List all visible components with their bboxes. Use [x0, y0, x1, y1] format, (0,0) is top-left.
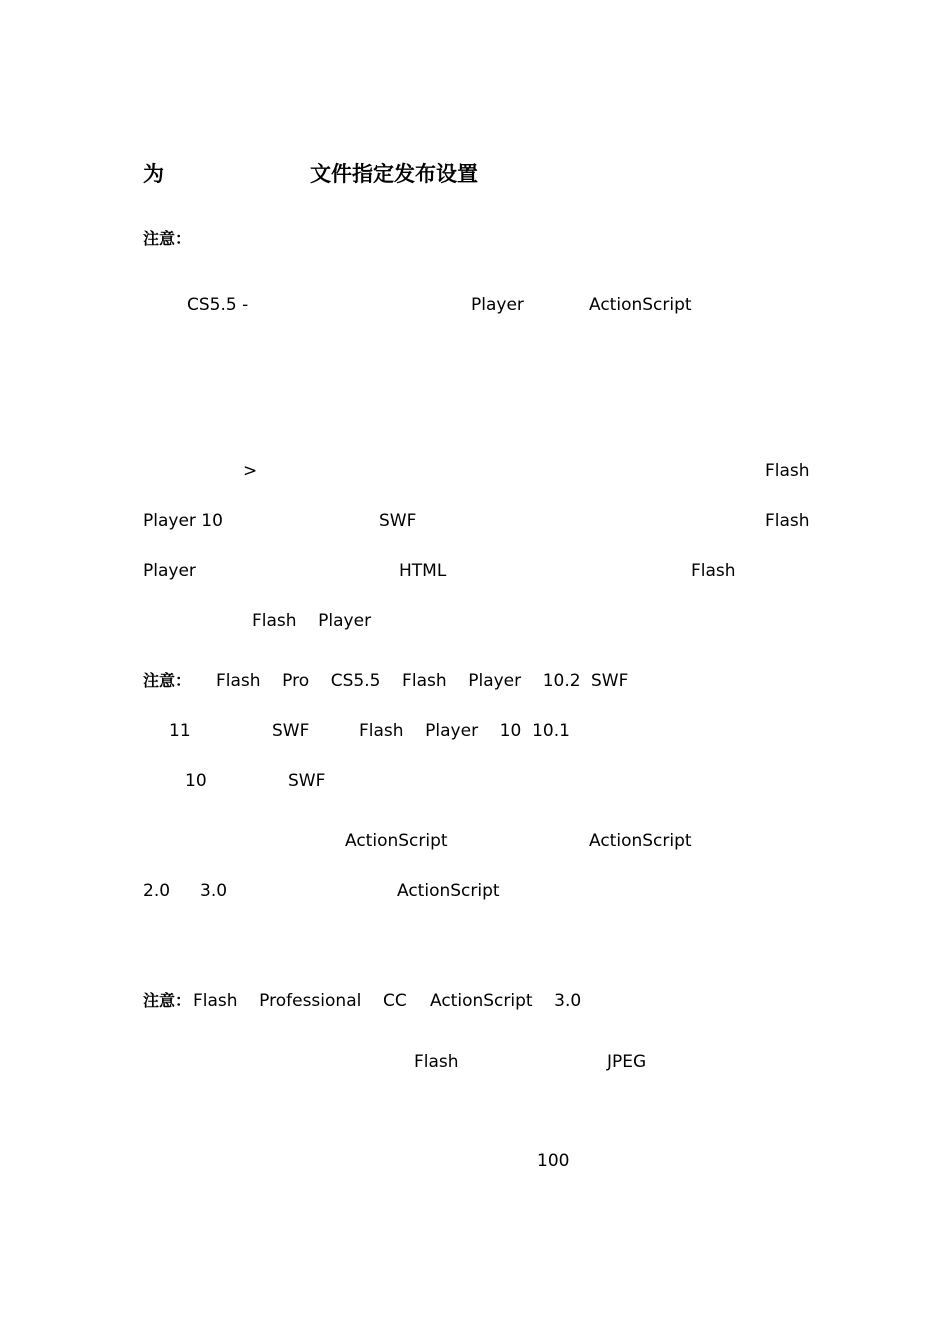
- text-fragment: CS5.5 -: [187, 295, 249, 315]
- text-fragment: Flash Pro CS5.5 Flash Player 10.2: [216, 671, 581, 691]
- text-fragment: Player: [143, 561, 196, 581]
- text-fragment: 10: [185, 771, 207, 791]
- text-fragment: JPEG: [607, 1052, 647, 1072]
- text-fragment: ActionScript: [589, 831, 692, 851]
- text-fragment: SWF: [379, 511, 417, 531]
- text-fragment: Flash: [765, 511, 810, 531]
- note-label: 注意：: [143, 671, 192, 690]
- text-fragment: ActionScript: [589, 295, 692, 315]
- heading-title: 文件指定发布设置: [310, 162, 478, 186]
- text-fragment: SWF: [288, 771, 326, 791]
- page-number: 100: [537, 1151, 570, 1171]
- text-fragment: ActionScript: [397, 881, 500, 901]
- text-fragment: SWF: [272, 721, 310, 741]
- text-fragment: Player: [471, 295, 524, 315]
- text-fragment: Flash: [691, 561, 736, 581]
- text-fragment: Flash Professional CC: [193, 991, 407, 1011]
- text-fragment: HTML: [399, 561, 447, 581]
- text-fragment: Flash Player 10 10.1: [359, 721, 570, 741]
- text-fragment: Player 10: [143, 511, 223, 531]
- text-fragment: 11: [169, 721, 191, 741]
- text-fragment: Flash: [414, 1052, 459, 1072]
- text-fragment: Flash Player: [252, 611, 372, 631]
- heading-part-1: 为: [143, 162, 164, 186]
- text-fragment: 3.0: [200, 881, 228, 901]
- text-fragment: SWF: [591, 671, 629, 691]
- note-label: 注意：: [143, 991, 192, 1010]
- text-fragment: Flash: [765, 461, 810, 481]
- text-fragment: >: [243, 461, 258, 481]
- text-fragment: 2.0: [143, 881, 171, 901]
- text-fragment: ActionScript 3.0: [430, 991, 582, 1011]
- note-label: 注意：: [143, 229, 192, 248]
- text-fragment: ActionScript: [345, 831, 448, 851]
